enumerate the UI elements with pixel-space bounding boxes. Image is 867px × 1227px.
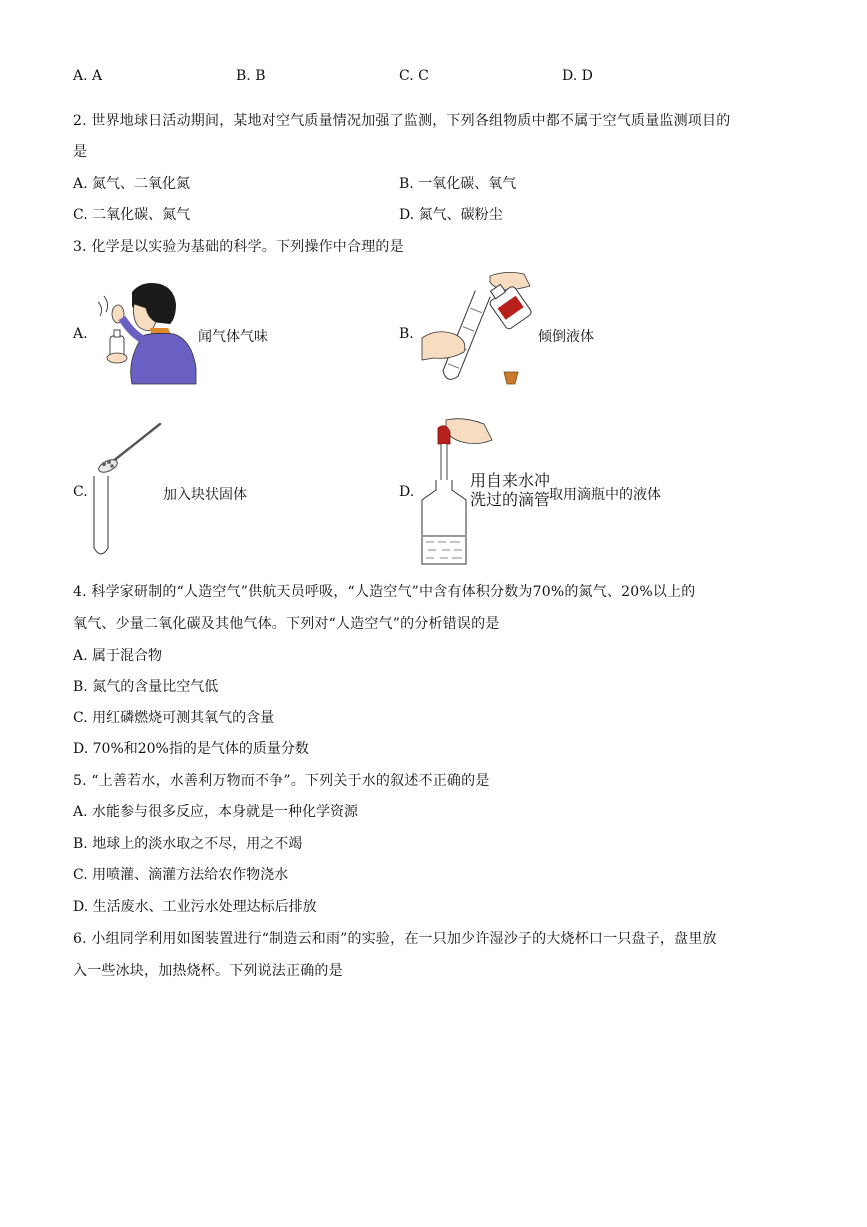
q3-option-c-letter: C.: [73, 484, 88, 500]
q2-option-d: D. 氮气、碳粉尘: [399, 207, 503, 223]
q4-option-d: D. 70%和20%指的是气体的质量分数: [73, 741, 309, 757]
q4-stem-line2: 氧气、少量二氧化碳及其他气体。下列对“人造空气”的分析错误的是: [73, 616, 500, 632]
q3-option-d-note-line2: 洗过的滴管: [470, 490, 551, 509]
q5-option-c: C. 用喷灌、滴灌方法给农作物浇水: [73, 867, 289, 883]
q1-option-d: D. D: [562, 68, 593, 84]
q3-option-d-caption: 取用滴瓶中的液体: [549, 487, 661, 503]
q5-option-a: A. 水能参与很多反应，本身就是一种化学资源: [73, 804, 359, 820]
q5-option-d: D. 生活废水、工业污水处理达标后排放: [73, 899, 317, 915]
q1-option-a: A. A: [73, 68, 103, 84]
q4-stem-line1: 4. 科学家研制的“人造空气”供航天员呼吸，“人造空气”中含有体积分数为70%的氮气、20%以上的: [73, 584, 696, 600]
q3-option-d-note-line1: 用自来水冲: [470, 471, 551, 490]
q2-stem-line1: 2. 世界地球日活动期间，某地对空气质量情况加强了监测，下列各组物质中都不属于空气质量监测项目的: [73, 113, 731, 129]
q6-stem-line1: 6. 小组同学利用如图装置进行“制造云和雨”的实验，在一只加少许湿沙子的大烧杯口一只盘子，盘里放: [73, 931, 717, 947]
q1-option-b: B. B: [236, 68, 266, 84]
q2-stem-line2: 是: [73, 144, 88, 160]
q3-option-c-caption: 加入块状固体: [163, 487, 247, 503]
q3-option-b-caption: 倾倒液体: [538, 329, 594, 345]
q2-option-b: B. 一氧化碳、氧气: [399, 176, 517, 192]
q1-option-c: C. C: [399, 68, 429, 84]
q2-option-a: A. 氮气、二氧化氮: [73, 176, 191, 192]
smelling-gas-illustration: [92, 278, 198, 386]
q2-option-c: C. 二氧化碳、氮气: [73, 207, 191, 223]
q3-option-d-letter: D.: [399, 484, 415, 500]
q3-option-a-caption: 闻气体气味: [198, 329, 268, 345]
q5-option-b: B. 地球上的淡水取之不尽，用之不竭: [73, 836, 303, 852]
q3-option-b-letter: B.: [399, 326, 414, 342]
q6-stem-line2: 入一些冰块，加热烧杯。下列说法正确的是: [73, 963, 343, 979]
q4-option-b: B. 氮气的含量比空气低: [73, 679, 219, 695]
adding-solid-illustration: [90, 420, 164, 560]
q3-stem: 3. 化学是以实验为基础的科学。下列操作中合理的是: [73, 239, 404, 255]
q3-option-a-letter: A.: [73, 326, 88, 342]
q5-stem: 5. “上善若水，水善利万物而不争”。下列关于水的叙述不正确的是: [73, 773, 490, 789]
q4-option-c: C. 用红磷燃烧可测其氧气的含量: [73, 710, 275, 726]
q4-option-a: A. 属于混合物: [73, 648, 163, 664]
pouring-liquid-illustration: [420, 268, 540, 398]
